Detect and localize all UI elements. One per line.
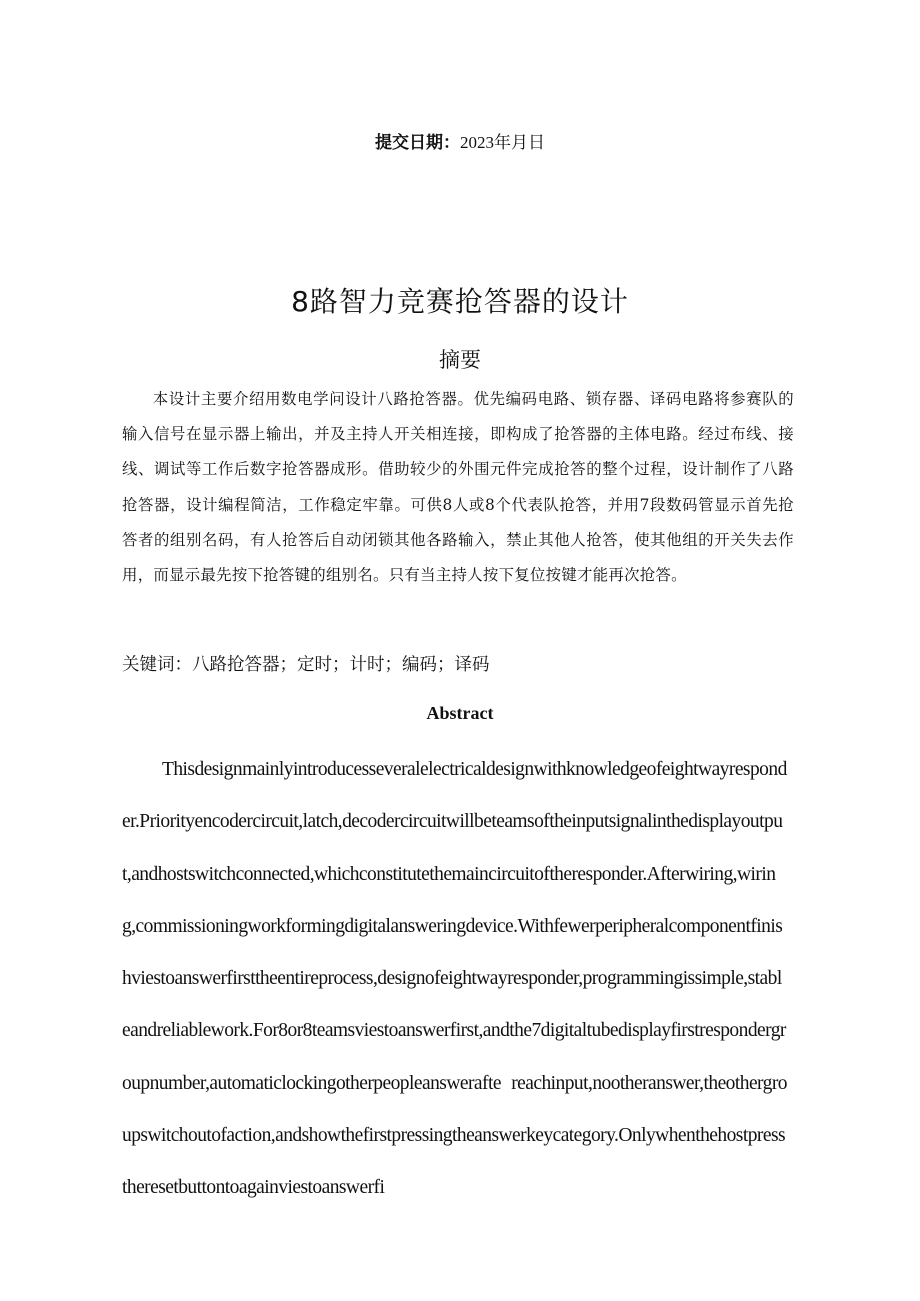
abstract-cn-body: 本设计主要介绍用数电学问设计八路抢答器。优先编码电路、锁存器、译码电路将参赛队的输入信号在显示器上输出，并及主持人开关相连接，即构成了抢答器的主体电路。经过布线、接线、调试等工作后数字抢答器成形。借助较少的外围元件完成抢答的整个过程，设计制作了八路抢答器，设计编程简洁，工作稳定牢靠。可供8人或8个代表队抢答，并用7段数码管显示首先抢答者的组别名码，有人抢答后自动闭锁其他各路输入，禁止其他人抢答，使其他组的开关失去作用，而显示最先按下抢答键的组别名。只有当主持人按下复位按键才能再次抢答。 <box>122 390 794 585</box>
abstract-cn-heading: 摘要 <box>439 348 481 372</box>
submit-date-label: 提交日期： <box>375 133 460 153</box>
abstract-en-heading: Abstract <box>426 703 494 723</box>
keywords: 关键词：八路抢答器；定时；计时；编码；译码 <box>122 655 490 675</box>
abstract-en-body: Thisdesignmainlyintroducesseveralelectricaldesignwithknowledgeofeightwayresponder.Priorityencodercircuit,latch,decodercircuitwillbeteamsoftheinputsignalinthedisplayoutput,andhostswitchconnected,whichconstitutethemaincircuitoftheresponder.Afterwiring,wiring,commissioningworkformingdigitalansweringdevice.Withfewerperipheralcomponentfinishviestoanswerfirsttheentireprocess,designofeightwayresponder,programmingissimple,stableandreliablework.For8or8teamsviestoanswerfirst,andthe7digitaltubedisplayfirstrespondergroupnumber,automaticlockingotherpeopleanswerafte reachinput,nootheranswer,theothergroupswitchoutofaction,andshowthefirstpressingtheanswerkeycategory.Onlywhenthehostpresstheresetbuttontoagainviestoanswerfi <box>122 759 787 1199</box>
submit-date-value: 2023年月日 <box>460 133 545 152</box>
submit-date <box>0 128 920 153</box>
document-title: 8路智力竞赛抢答器的设计 <box>291 285 629 318</box>
